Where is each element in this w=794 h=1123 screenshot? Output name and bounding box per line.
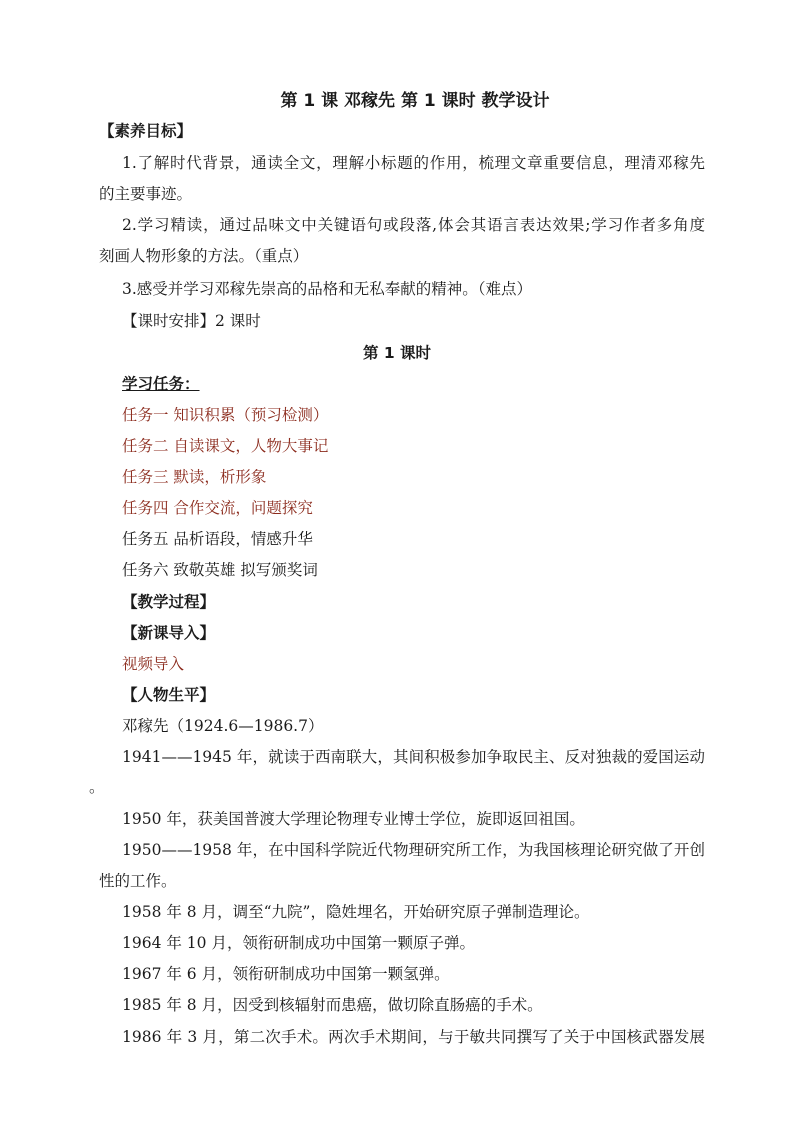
schedule (122, 310, 728, 332)
bio-line: 。 (89, 778, 105, 796)
intro-text: 视频导入 (122, 655, 185, 673)
intro-header: 【新课导入】 (122, 624, 216, 642)
bio-line: 1986 年 3 月，第二次手术。两次手术期间，与于敏共同撰写了关于中国核武器发展 (122, 1028, 705, 1046)
goal-2-line-2: 刻画人物形象的方法。（重点） (99, 247, 309, 265)
process-header: 【教学过程】 (122, 593, 216, 611)
task-item: 任务三 默读，析形象 (122, 468, 267, 486)
goals-header: 【素养目标】 (99, 122, 193, 140)
goal-1-line-1: 1.了解时代背景，通读全文，理解小标题的作用，梳理文章重要信息，理清邓稼先 (122, 154, 705, 172)
goal-1-line-2: 的主要事迹。 (99, 185, 193, 203)
bio-line: 1958 年 8 月，调至“九院”，隐姓埋名，开始研究原子弹制造理论。 (122, 903, 590, 921)
bio-line: 性的工作。 (99, 872, 177, 890)
goal-3: 3.感受并学习邓稼先崇高的品格和无私奉献的精神。（难点） (122, 280, 533, 298)
bio-line: 1950——1958 年，在中国科学院近代物理研究所工作，为我国核理论研究做了开创 (122, 841, 705, 859)
lesson-heading: 第 1 课时 (362, 344, 432, 362)
goal-2-line-1: 2.学习精读，通过品味文中关键语句或段落,体会其语言表达效果;学习作者多角度 (122, 216, 705, 234)
task-item: 任务五 品析语段，情感升华 (122, 530, 313, 548)
bio-line: 1964 年 10 月，领衔研制成功中国第一颗原子弹。 (122, 934, 475, 952)
schedule-label: 【课时安排】 (122, 312, 216, 330)
bio-line: 1950 年，获美国普渡大学理论物理专业博士学位，旋即返回祖国。 (122, 810, 585, 828)
task-item: 任务六 致敬英雄 拟写颁奖词 (122, 561, 318, 579)
bio-line: 邓稼先（1924.6—1986.7） (122, 717, 324, 735)
task-item: 任务四 合作交流，问题探究 (122, 499, 313, 517)
task-item: 任务一 知识积累（预习检测） (122, 406, 329, 424)
tasks-header: 学习任务： (122, 375, 200, 393)
page-title: 第 1 课 邓稼先 第 1 课时 教学设计 (280, 91, 550, 111)
bio-line: 1967 年 6 月，领衔研制成功中国第一颗氢弹。 (122, 965, 450, 983)
task-item: 任务二 自读课文，人物大事记 (122, 437, 329, 455)
bio-header: 【人物生平】 (122, 686, 216, 704)
bio-line: 1941——1945 年，就读于西南联大，其间积极参加争取民主、反对独裁的爱国运动 (122, 748, 705, 766)
schedule-value: 2 课时 (215, 312, 261, 330)
bio-line: 1985 年 8 月，因受到核辐射而患癌，做切除直肠癌的手术。 (122, 996, 543, 1014)
